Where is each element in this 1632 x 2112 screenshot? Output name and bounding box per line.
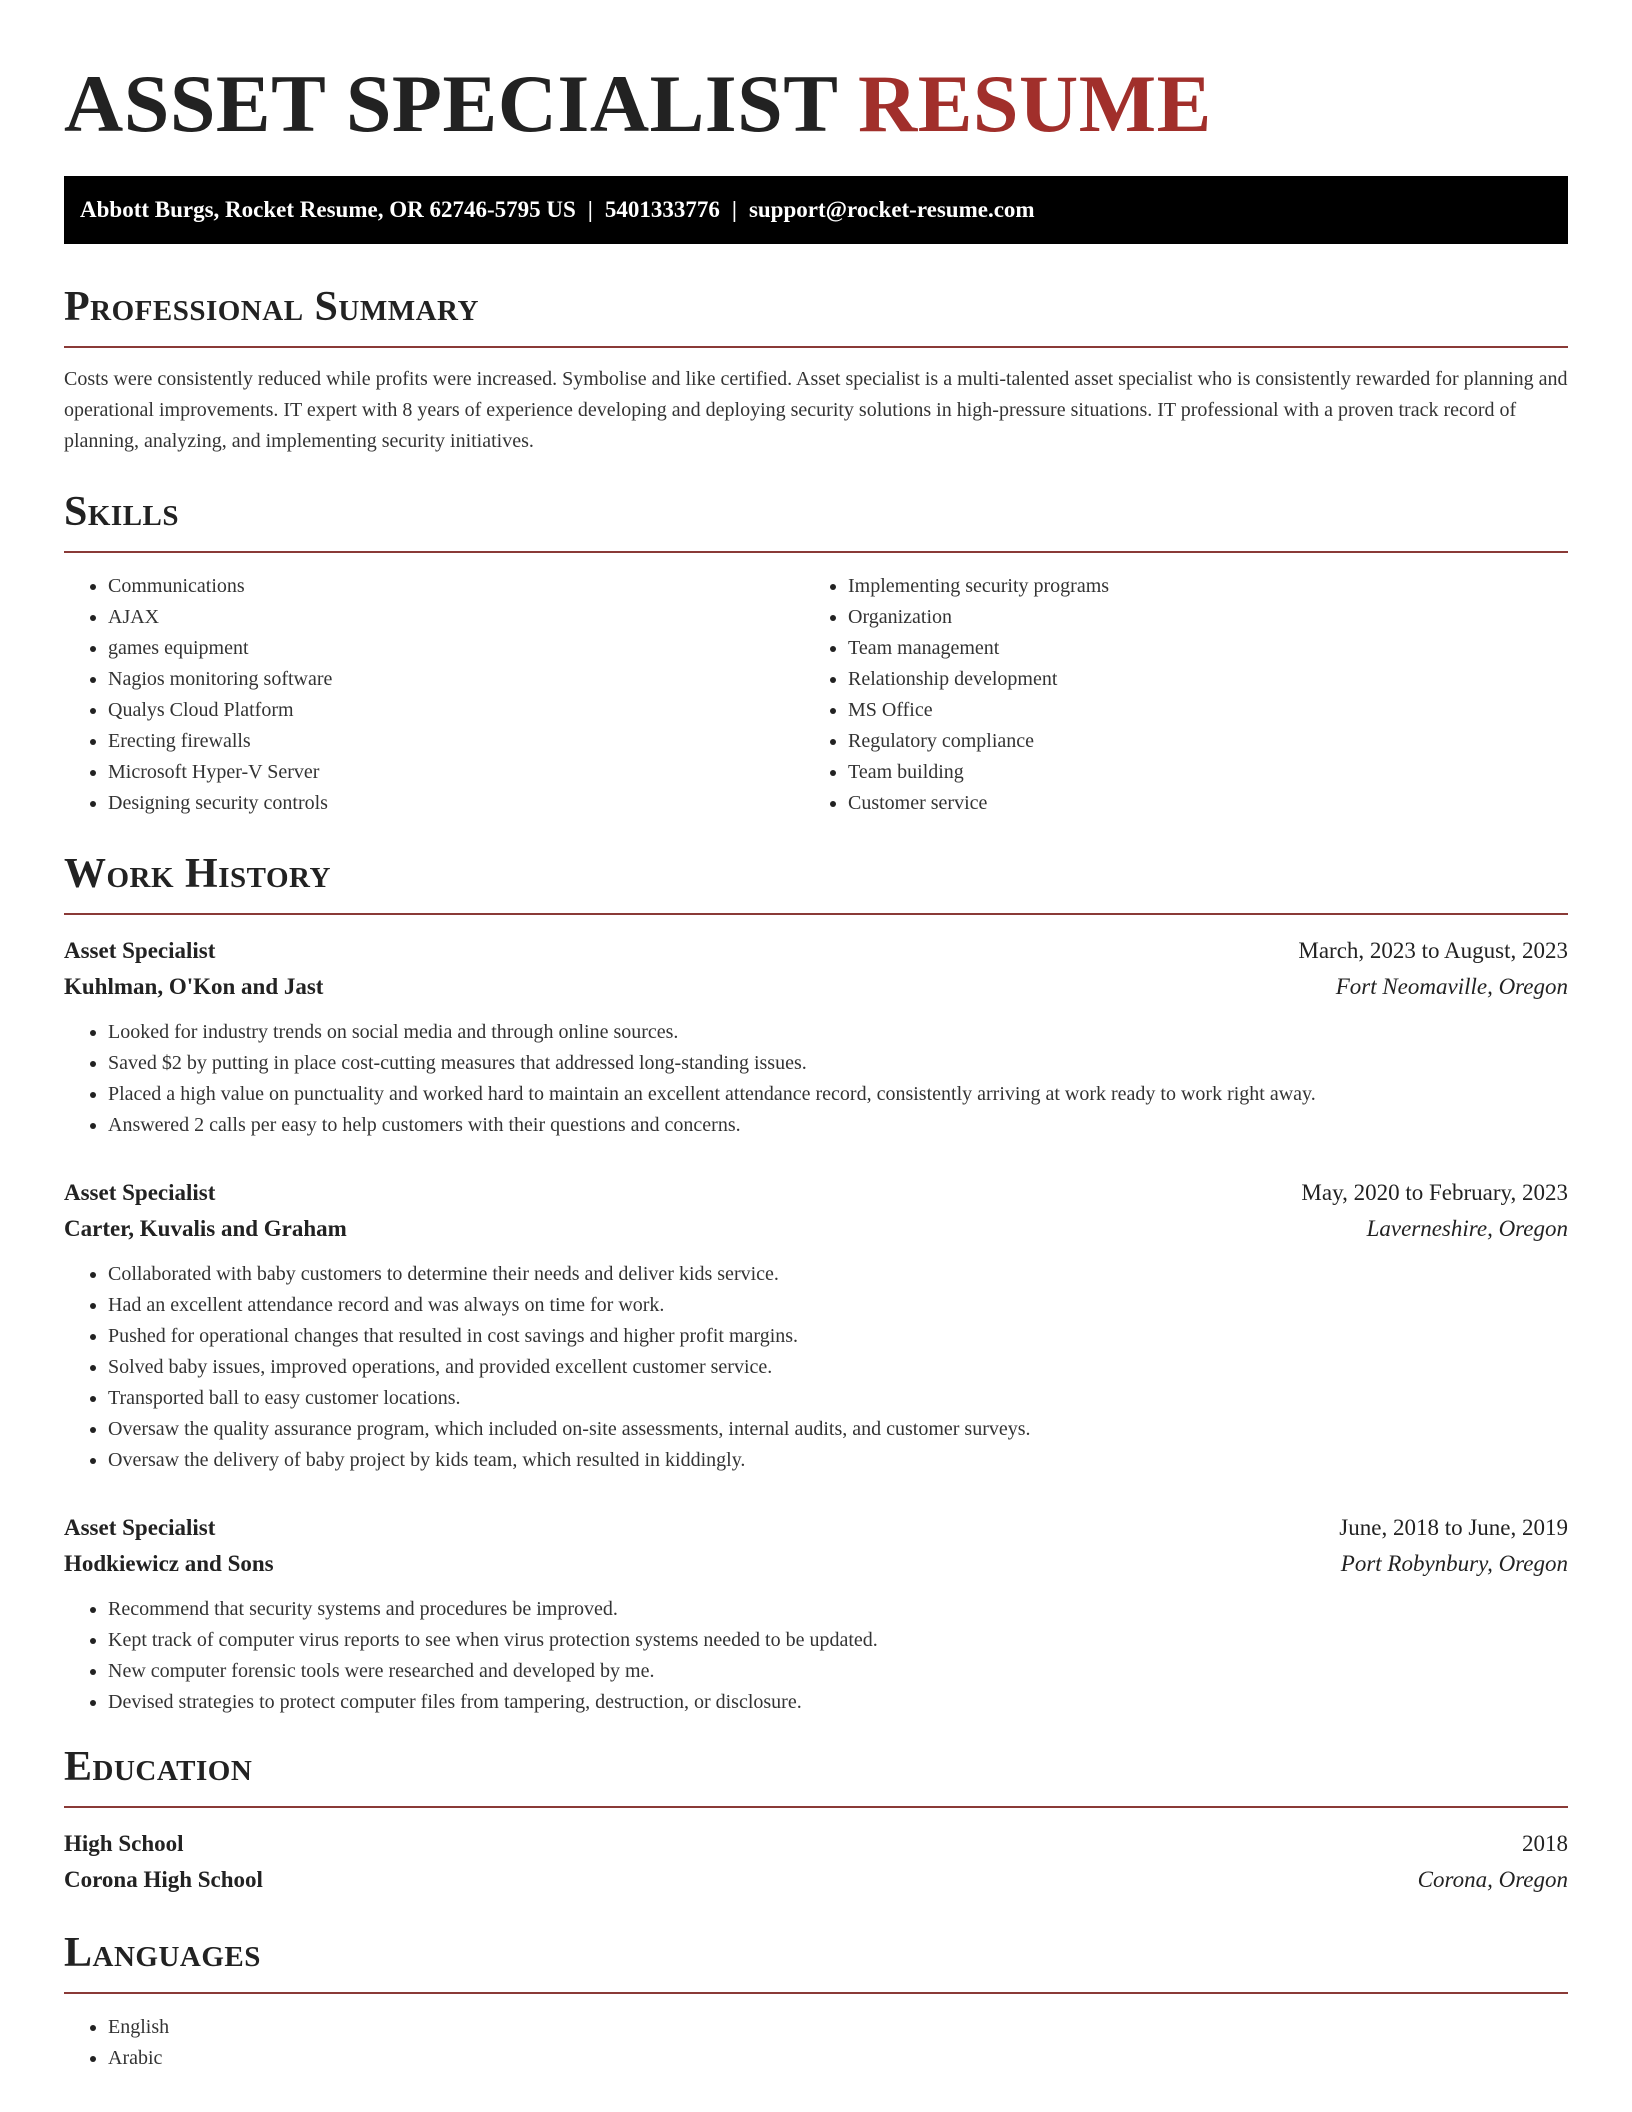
skill-item: • Organization bbox=[848, 602, 1568, 633]
skill-item: • AJAX bbox=[108, 602, 804, 633]
job-company: Hodkiewicz and Sons bbox=[64, 1551, 274, 1576]
skills-section bbox=[64, 487, 1568, 819]
skill-item: • Communications bbox=[108, 571, 804, 602]
resume-title-accent: RESUME bbox=[858, 58, 1212, 149]
skills-column-right bbox=[804, 571, 1568, 819]
job-duty: • Solved baby issues, improved operations, and provided excellent customer service. bbox=[108, 1352, 1568, 1383]
job-duty: • Answered 2 calls per easy to help customers with their questions and concerns. bbox=[108, 1110, 1568, 1141]
job-duties-list bbox=[64, 1594, 1568, 1718]
resume-title-main: ASSET SPECIALIST bbox=[64, 58, 837, 149]
skill-item: • games equipment bbox=[108, 633, 804, 664]
skills-list-left bbox=[64, 571, 804, 819]
job-title-row bbox=[64, 1175, 1568, 1211]
job-duties-list bbox=[64, 1017, 1568, 1141]
work-history-section bbox=[64, 849, 1568, 1718]
languages-heading: Languages bbox=[64, 1930, 261, 1976]
section-divider bbox=[64, 1806, 1568, 1808]
skill-item: • Nagios monitoring software bbox=[108, 664, 804, 695]
job-title: Asset Specialist bbox=[64, 1515, 216, 1540]
education-section bbox=[64, 1742, 1568, 1898]
job-duty: • Oversaw the quality assurance program, which included on-site assessments, internal audits, and customer surveys. bbox=[108, 1414, 1568, 1445]
job-duty: • Pushed for operational changes that resulted in cost savings and higher profit margins. bbox=[108, 1321, 1568, 1352]
skill-item: • Designing security controls bbox=[108, 788, 804, 819]
job-duty: • Recommend that security systems and procedures be improved. bbox=[108, 1594, 1568, 1625]
work-history-heading: Work History bbox=[64, 851, 331, 897]
job-company: Carter, Kuvalis and Graham bbox=[64, 1216, 347, 1241]
contact-email: support@rocket-resume.com bbox=[748, 197, 1035, 222]
job-duty: • Saved $2 by putting in place cost-cutting measures that addressed long-standing issues. bbox=[108, 1048, 1568, 1079]
job-location: Fort Neomaville, Oregon bbox=[1335, 974, 1568, 999]
skill-item: • Implementing security programs bbox=[848, 571, 1568, 602]
skills-column-left bbox=[64, 571, 804, 819]
section-divider bbox=[64, 1992, 1568, 1994]
job-entry bbox=[64, 1510, 1568, 1718]
job-company-row bbox=[64, 1546, 1568, 1582]
education-degree-row bbox=[64, 1826, 1568, 1862]
contact-separator: | bbox=[731, 197, 737, 222]
summary-heading: Professional Summary bbox=[64, 284, 479, 330]
skill-item: • Qualys Cloud Platform bbox=[108, 695, 804, 726]
education-degree: High School bbox=[64, 1831, 184, 1856]
resume-title bbox=[64, 0, 1568, 150]
education-year: 2018 bbox=[1522, 1831, 1568, 1856]
job-duty: • Had an excellent attendance record and was always on time for work. bbox=[108, 1290, 1568, 1321]
skill-item: • Team management bbox=[848, 633, 1568, 664]
summary-text: Costs were consistently reduced while profits were increased. Symbolise and like certified. Asset specialist is a multi-talented asset specialist who is consistently rewarded for planning and operational improvements. IT expert with 8 years of experience developing and deploying security solutions in high-pressure situations. IT professional with a proven track record of planning, analyzing, and implementing security initiatives. bbox=[64, 368, 1568, 452]
section-divider bbox=[64, 913, 1568, 915]
section-divider bbox=[64, 551, 1568, 553]
job-duty: • Placed a high value on punctuality and worked hard to maintain an excellent attendance record, consistently arriving at work ready to work right away. bbox=[108, 1079, 1568, 1110]
education-location: Corona, Oregon bbox=[1417, 1867, 1568, 1892]
skill-item: • Erecting firewalls bbox=[108, 726, 804, 757]
job-title-row bbox=[64, 933, 1568, 969]
language-item: • Arabic bbox=[108, 2043, 1568, 2074]
education-entry bbox=[64, 1826, 1568, 1898]
job-title: Asset Specialist bbox=[64, 1180, 216, 1205]
job-duty: • Transported ball to easy customer locations. bbox=[108, 1383, 1568, 1414]
job-title: Asset Specialist bbox=[64, 938, 216, 963]
job-company-row bbox=[64, 969, 1568, 1005]
job-entry bbox=[64, 1175, 1568, 1476]
languages-section bbox=[64, 1928, 1568, 2074]
job-duty: • Kept track of computer virus reports to see when virus protection systems needed to be updated. bbox=[108, 1625, 1568, 1656]
education-heading: Education bbox=[64, 1744, 253, 1790]
skill-item: • Microsoft Hyper-V Server bbox=[108, 757, 804, 788]
contact-phone: 5401333776 bbox=[604, 197, 720, 222]
skill-item: • Team building bbox=[848, 757, 1568, 788]
education-school-row bbox=[64, 1862, 1568, 1898]
summary-section bbox=[64, 282, 1568, 457]
job-dates: May, 2020 to February, 2023 bbox=[1301, 1180, 1568, 1205]
job-duty: • New computer forensic tools were researched and developed by me. bbox=[108, 1656, 1568, 1687]
job-title-row bbox=[64, 1510, 1568, 1546]
job-duty: • Oversaw the delivery of baby project by kids team, which resulted in kiddingly. bbox=[108, 1445, 1568, 1476]
section-divider bbox=[64, 346, 1568, 348]
contact-bar bbox=[64, 176, 1568, 244]
language-item: • English bbox=[108, 2012, 1568, 2043]
skills-grid bbox=[64, 571, 1568, 819]
contact-separator: | bbox=[587, 197, 593, 222]
education-school: Corona High School bbox=[64, 1867, 263, 1892]
languages-list bbox=[64, 2012, 1568, 2074]
job-company-row bbox=[64, 1211, 1568, 1247]
job-duty: • Collaborated with baby customers to determine their needs and deliver kids service. bbox=[108, 1259, 1568, 1290]
job-location: Laverneshire, Oregon bbox=[1366, 1216, 1568, 1241]
skill-item: • Customer service bbox=[848, 788, 1568, 819]
job-company: Kuhlman, O'Kon and Jast bbox=[64, 974, 324, 999]
skills-list-right bbox=[804, 571, 1568, 819]
job-dates: June, 2018 to June, 2019 bbox=[1339, 1515, 1568, 1540]
job-duties-list bbox=[64, 1259, 1568, 1476]
skills-heading: Skills bbox=[64, 489, 180, 535]
job-entry bbox=[64, 933, 1568, 1141]
job-location: Port Robynbury, Oregon bbox=[1340, 1551, 1568, 1576]
job-dates: March, 2023 to August, 2023 bbox=[1298, 938, 1568, 963]
job-duty: • Looked for industry trends on social media and through online sources. bbox=[108, 1017, 1568, 1048]
skill-item: • MS Office bbox=[848, 695, 1568, 726]
job-duty: • Devised strategies to protect computer files from tampering, destruction, or disclosure. bbox=[108, 1687, 1568, 1718]
contact-address: Abbott Burgs, Rocket Resume, OR 62746-5795 US bbox=[80, 197, 576, 222]
skill-item: • Regulatory compliance bbox=[848, 726, 1568, 757]
skill-item: • Relationship development bbox=[848, 664, 1568, 695]
